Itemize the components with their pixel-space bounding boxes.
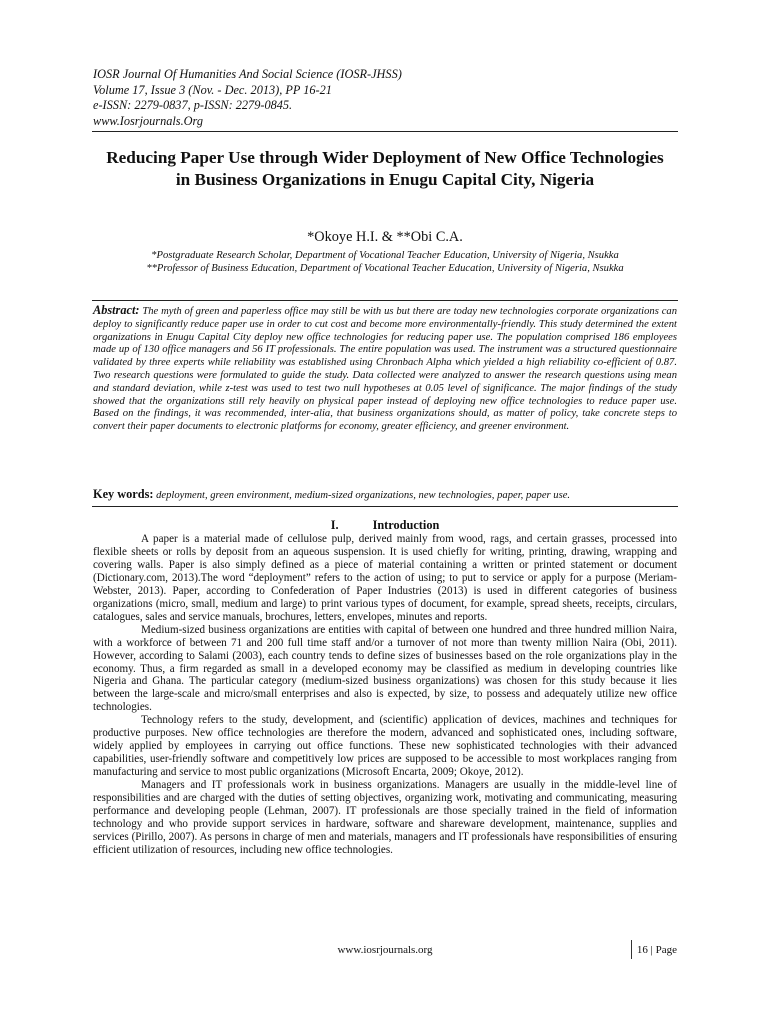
abstract-bottom-divider — [92, 506, 678, 507]
journal-volume: Volume 17, Issue 3 (Nov. - Dec. 2013), PP 16-21 — [93, 82, 332, 97]
header-divider — [92, 131, 678, 132]
paper-title: Reducing Paper Use through Wider Deployment of New Office Technologies in Business Organizations in Enugu Capital City, Nigeria — [106, 148, 664, 189]
body-text — [93, 533, 677, 857]
author-affiliations — [100, 249, 670, 275]
journal-issn: e-ISSN: 2279-0837, p-ISSN: 2279-0845. — [93, 98, 293, 113]
affiliation-1: *Postgraduate Research Scholar, Department of Vocational Teacher Education, University of Nigeria, Nsukka — [151, 250, 619, 261]
journal-website: www.Iosrjournals.Org — [93, 113, 204, 128]
paragraph: A paper is a material made of cellulose pulp, derived mainly from wood, rags, and certain grasses, processed into flexible sheets or rolls by deposit from an aqueous suspension. It is used chiefly for writing, printing, drawing, wrapping and covering walls. Paper is also simply defined as a piece of material containing a written or printed statement or document (Dictionary.com, 2013).The word “deployment” refers to the action of using; to put to service or apply for a purpose (Meriam-Webster, 2013). Paper, according to Confederation of Paper Industries (2013) is used in different categories of business organizations (micro, small, medium and large) to print various types of document, for example, spread sheets, receipts, circulars, catalogues, sales and service manuals, brochures, letters, envelopes, minutes and reports. — [93, 533, 677, 623]
section-title: Introduction — [372, 518, 440, 532]
paragraph: Managers and IT professionals work in business organizations. Managers are usually in the middle-level line of responsibilities and are charged with the duties of setting objectives, organizing work, motivating and communicating, measuring performance and developing people (Lehman, 2007). IT professionals are those specially trained in the field of information technology and who provide support services in hardware, software and shareware development, maintenance, supplies and services (Pirillo, 2007). As persons in charge of men and materials, managers and IT professionals have responsibilities of ensuring efficient utilization of resources, including new office technologies. — [93, 779, 677, 856]
paper-authors: *Okoye H.I. & **Obi C.A. — [307, 229, 463, 245]
journal-header — [93, 67, 693, 129]
paragraph: Technology refers to the study, development, and (scientific) application of devices, machines and techniques for productive purposes. New office technologies are therefore the modern, advanced and sophisticated ones, including software, widely applied by employees in carrying out office functions. These new sophisticated technologies with their advanced capabilities, user-friendly software and competitively low prices are supposed to be accessible to most workplaces ranging from manufacturing and service to most public organizations (Microsoft Encarta, 2009; Okoye, 2012). — [93, 714, 677, 779]
page-footer — [93, 943, 677, 959]
abstract-block — [93, 304, 677, 434]
abstract-text: The myth of green and paperless office may still be with us but there are today new technologies corporate organizations can deploy to significantly reduce paper use in order to cut cost and become more environmentally-friendly. This study determined the extent organizations in Enugu Capital City deploy new office technologies for reducing paper use. The population comprised 186 employees made up of 130 office managers and 56 IT professionals. The entire population was used. The instrument was a structured questionnaire validated by three experts while reliability was established using Chronbach Alpha which yielded a high reliability co-efficient of 0.87. Two research questions were formulated to guide the study. Data collected were analyzed to answer the research questions using mean and standard deviation, while z-test was used to test two null hypotheses at 0.05 level of significance. The major findings of the study showed that the organizations still rely heavily on physical paper instead of deploying new office technologies to reduce paper use. Based on the findings, it was recommended, inter-alia, that business organizations should, as matter of policy, take concrete steps to convert their paper documents to electronic platforms for economy, greater efficiency, and greener environment. — [93, 306, 678, 433]
affiliation-2: **Professor of Business Education, Department of Vocational Teacher Education, University of Nigeria, Nsukka — [146, 263, 624, 275]
footer-separator — [631, 940, 632, 959]
page-number: 16 | Page — [636, 944, 677, 956]
keywords-label: Key words: — [93, 487, 154, 501]
keywords-block — [93, 488, 677, 502]
abstract-top-divider — [92, 300, 678, 301]
abstract-label: Abstract: — [93, 303, 140, 317]
paragraph: Medium-sized business organizations are entities with capital of between one hundred and three hundred million Naira, with a workforce of between 71 and 200 full time staff and/or a turnover of not more than twenty million Naira (Obi, 2011). However, according to Salami (2003), each country tends to define sizes of businesses based on the role organizations play in the economy. Thus, a firm regarded as small in a developed economy may be classified as medium in developing countries like Nigeria and Ghana. The particular category (medium-sized business organizations) was chosen for this study because it lies between the large-scale and micro/small enterprises and also is expected, by size, to possess and adequately utilize new office technologies. — [93, 623, 677, 714]
section-number: I. — [330, 518, 339, 532]
keywords-text: deployment, green environment, medium-sized organizations, new technologies, paper, paper use. — [156, 490, 571, 501]
journal-name: IOSR Journal Of Humanities And Social Science (IOSR-JHSS) — [93, 67, 402, 81]
section-heading — [93, 518, 677, 533]
footer-website: www.iosrjournals.org — [337, 944, 433, 956]
